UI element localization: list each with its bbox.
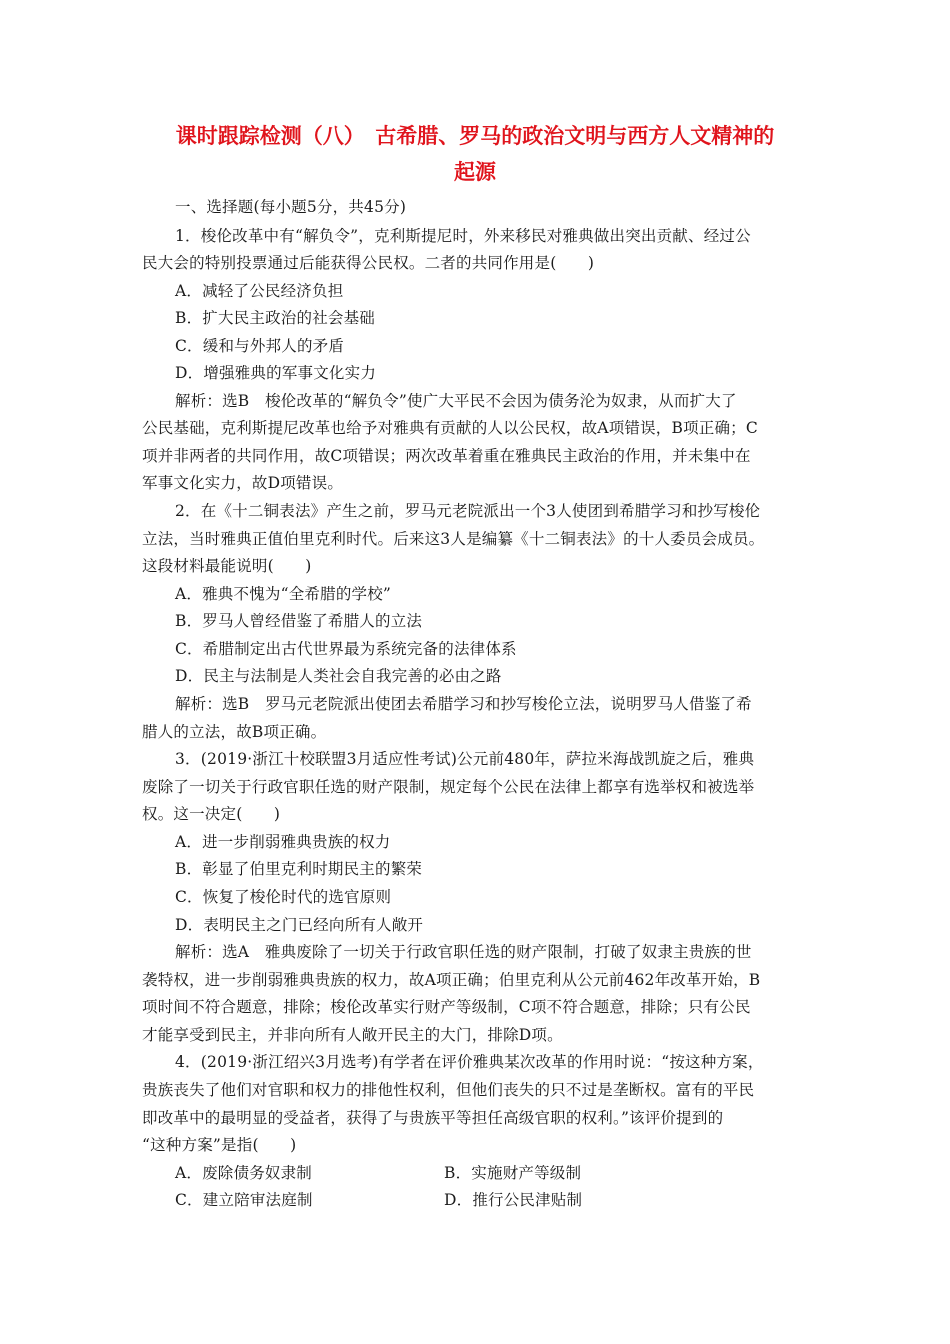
q1-analysis-line: 项并非两者的共同作用，故C项错误；两次改革着重在雅典民主政治的作用，并未集中在: [142, 447, 751, 465]
q3-stem-line: 3．(2019·浙江十校联盟3月适应性考试)公元前480年，萨拉米海战凯旋之后，雅典: [175, 750, 755, 768]
section-heading: 一、选择题(每小题5分，共45分): [175, 198, 407, 216]
q2-stem-line: 2．在《十二铜表法》产生之前，罗马元老院派出一个3人使团到希腊学习和抄写梭伦: [175, 502, 761, 520]
page-title-line-2: 起源: [454, 159, 496, 184]
q2-analysis-line: 腊人的立法，故B项正确。: [142, 723, 327, 741]
q1-option-d: D．增强雅典的军事文化实力: [175, 364, 377, 382]
q2-stem-line: 这段材料最能说明( ): [142, 557, 312, 575]
q2-option-d: D．民主与法制是人类社会自我完善的必由之路: [175, 667, 502, 685]
q1-option-a: A．减轻了公民经济负担: [175, 282, 344, 300]
q4-option-b: B．实施财产等级制: [444, 1164, 582, 1182]
q3-analysis-line: 袭特权，进一步削弱雅典贵族的权力，故A项正确；伯里克利从公元前462年改革开始，B: [142, 971, 761, 989]
q3-stem-line: 权。这一决定( ): [142, 805, 281, 823]
page-title-line-1: 课时跟踪检测（八） 古希腊、罗马的政治文明与西方人文精神的: [175, 123, 775, 148]
q2-option-a: A．雅典不愧为“全希腊的学校”: [175, 585, 392, 603]
q4-stem-line: 4．(2019·浙江绍兴3月选考)有学者在评价雅典某次改革的作用时说：“按这种方案，: [175, 1053, 764, 1071]
q4-stem-line: 贵族丧失了他们对官职和权力的排他性权利，但他们丧失的只不过是垄断权。富有的平民: [142, 1081, 755, 1099]
q1-stem-line: 民大会的特别投票通过后能获得公民权。二者的共同作用是( ): [142, 254, 595, 272]
q3-analysis-line: 项时间不符合题意，排除；梭伦改革实行财产等级制，C项不符合题意，排除；只有公民: [142, 998, 751, 1016]
q2-option-b: B．罗马人曾经借鉴了希腊人的立法: [175, 612, 423, 630]
q1-stem-line: 1．梭伦改革中有“解负令”，克利斯提尼时，外来移民对雅典做出突出贡献、经过公: [175, 227, 751, 245]
q2-option-c: C．希腊制定出古代世界最为系统完备的法律体系: [175, 640, 517, 658]
q1-option-c: C．缓和与外邦人的矛盾: [175, 337, 345, 355]
q3-analysis-line: 才能享受到民主，并非向所有人敞开民主的大门，排除D项。: [142, 1026, 563, 1044]
q3-option-d: D．表明民主之门已经向所有人敞开: [175, 916, 424, 934]
q4-stem-line: “这种方案”是指( ): [142, 1136, 297, 1154]
q4-stem-line: 即改革中的最明显的受益者，获得了与贵族平等担任高级官职的权利。”该评价提到的: [142, 1109, 724, 1127]
q3-option-a: A．进一步削弱雅典贵族的权力: [175, 833, 391, 851]
q3-option-b: B．彰显了伯里克利时期民主的繁荣: [175, 860, 423, 878]
q2-analysis-line: 解析：选B 罗马元老院派出使团去希腊学习和抄写梭伦立法，说明罗马人借鉴了希: [175, 695, 752, 713]
q4-option-d: D．推行公民津贴制: [444, 1191, 583, 1209]
q2-stem-line: 立法，当时雅典正值伯里克利时代。后来这3人是编纂《十二铜表法》的十人委员会成员。: [142, 530, 765, 548]
q1-analysis-line: 公民基础，克利斯提尼改革也给予对雅典有贡献的人以公民权，故A项错误，B项正确；C: [142, 419, 758, 437]
q3-option-c: C．恢复了梭伦时代的选官原则: [175, 888, 392, 906]
q4-option-a: A．废除债务奴隶制: [175, 1164, 312, 1182]
q4-option-c: C．建立陪审法庭制: [175, 1191, 313, 1209]
q1-analysis-line: 解析：选B 梭伦改革的“解负令”使广大平民不会因为债务沦为奴隶，从而扩大了: [175, 392, 737, 410]
q1-analysis-line: 军事文化实力，故D项错误。: [142, 474, 344, 492]
q3-analysis-line: 解析：选A 雅典废除了一切关于行政官职任选的财产限制，打破了奴隶主贵族的世: [175, 943, 752, 961]
q1-option-b: B．扩大民主政治的社会基础: [175, 309, 375, 327]
q3-stem-line: 废除了一切关于行政官职任选的财产限制，规定每个公民在法律上都享有选举权和被选举: [142, 778, 755, 796]
